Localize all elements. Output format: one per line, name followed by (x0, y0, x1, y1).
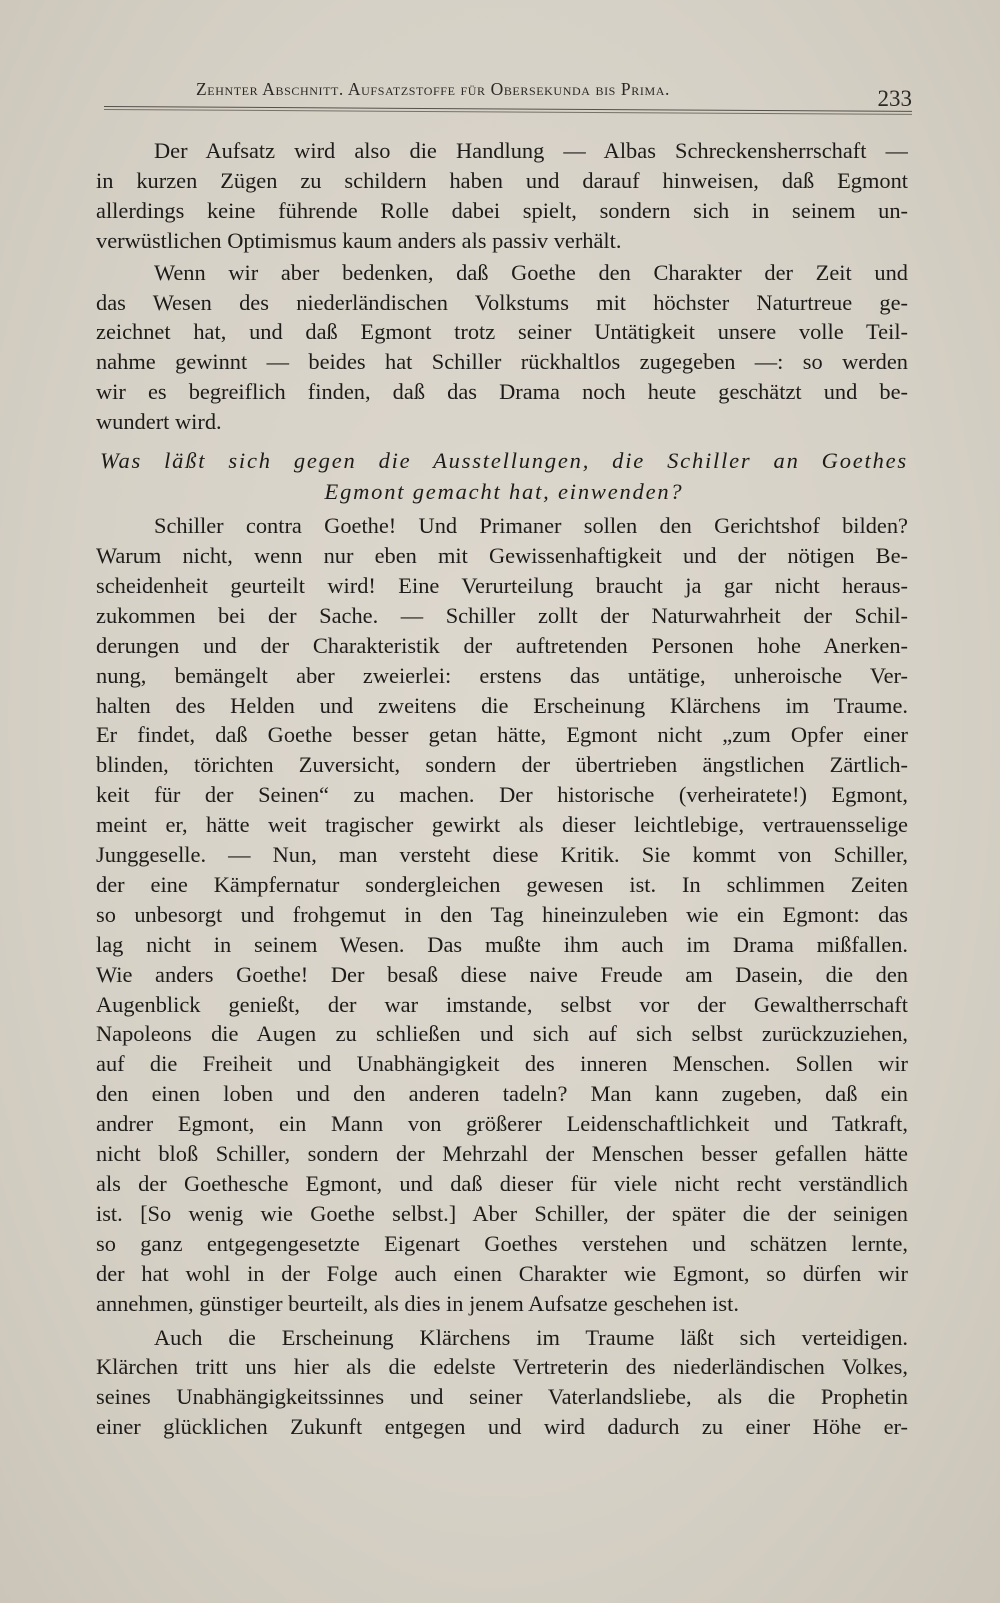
text-line: in kurzen Zügen zu schildern haben und darauf hinweisen, daß Egmont (96, 167, 908, 193)
text-line: einer glücklichen Zukunft entgegen und wird dadurch zu einer Höhe er- (96, 1414, 908, 1440)
text-line: Der Aufsatz wird also die Handlung — Albas Schreckensherrschaft — (154, 138, 908, 163)
text-line: nung, bemängelt aber zweierlei: erstens das untätige, unheroische Ver- (96, 662, 908, 688)
text-line: seines Unabhängigkeitssinnes und seiner Vaterlandsliebe, als die Prophetin (96, 1384, 908, 1410)
text-line: Auch die Erscheinung Klärchens im Traume läßt sich verteidigen. (154, 1324, 908, 1350)
text-line: zukommen bei der Sache. — Schiller zollt der Naturwahrheit der Schil- (96, 602, 908, 628)
text-line: nahme gewinnt — beides hat Schiller rückhaltlos zugegeben —: so werden (96, 349, 908, 375)
text-line: meint er, hätte weit tragischer gewirkt als dieser leichtlebige, vertrauensselige (96, 812, 908, 838)
text-line: das Wesen des niederländischen Volkstums mit höchster Naturtreue ge- (96, 289, 908, 315)
text-line: nicht bloß Schiller, sondern der Mehrzahl der Menschen besser gefallen hätte (96, 1141, 908, 1167)
paragraph-klaerchen (96, 1323, 908, 1443)
text-line: Schiller contra Goethe! Und Primaner sollen den Gerichtshof bilden? (154, 513, 908, 539)
running-head (100, 76, 920, 116)
text-line: Augenblick genießt, der war imstande, selbst vor der Gewaltherrschaft (96, 991, 908, 1017)
text-line: wundert wird. (96, 409, 222, 435)
text-line: Klärchen tritt uns hier als die edelste Vertreterin des niederländischen Volkes, (96, 1354, 908, 1380)
text-line: der hat wohl in der Folge auch einen Charakter wie Egmont, so dürfen wir (96, 1260, 908, 1286)
text-line: keit für der Seinen“ zu machen. Der historische (verheiratete!) Egmont, (96, 782, 908, 808)
page-body (96, 136, 908, 1442)
text-line: Warum nicht, wenn nur eben mit Gewissenhaftigkeit und der nötigen Be- (96, 542, 908, 568)
essay-question-heading (100, 445, 908, 507)
text-line: blinden, törichten Zuversicht, sondern der übertrieben ängstlichen Zärtlich- (96, 752, 908, 778)
text-line: Wie anders Goethe! Der besaß diese naive Freude am Dasein, die den (96, 961, 908, 987)
text-line: verwüstlichen Optimismus kaum anders als passiv verhält. (96, 227, 622, 253)
text-line: derungen und der Charakteristik der auftretenden Personen hohe Anerken- (96, 632, 908, 658)
text-line: so unbesorgt und frohgemut in den Tag hineinzuleben wie ein Egmont: das (96, 901, 908, 927)
text-line: andrer Egmont, ein Mann von größerer Leidenschaftlichkeit und Tatkraft, (96, 1111, 908, 1137)
text-line: auf die Freiheit und Unabhängigkeit des inneren Menschen. Sollen wir (96, 1051, 908, 1077)
text-line: lag nicht in seinem Wesen. Das mußte ihm auch im Drama mißfallen. (96, 931, 908, 957)
text-line: zeichnet hat, und daß Egmont trotz seiner Untätigkeit unsere volle Teil- (96, 319, 908, 345)
running-head-title: Zehnter Abschnitt. Aufsatzstoffe für Obersekunda bis Prima. (196, 79, 670, 99)
paragraph-assessment (96, 258, 908, 437)
page-number: 233 (877, 86, 912, 111)
text-line: wir es begreiflich finden, daß das Drama noch heute geschätzt und be- (96, 379, 908, 405)
paragraph-intro (96, 136, 908, 256)
text-line: allerdings keine führende Rolle dabei spielt, sondern sich in seinem un- (96, 197, 908, 223)
text-line: so ganz entgegengesetzte Eigenart Goethes verstehen und schätzen lernte, (96, 1230, 908, 1256)
text-line: der eine Kämpfernatur sondergleichen gewesen ist. In schlimmen Zeiten (96, 871, 908, 897)
text-line: Er findet, daß Goethe besser getan hätte, Egmont nicht „zum Opfer einer (96, 722, 908, 748)
text-line: den einen loben und den anderen tadeln? Man kann zugeben, daß ein (96, 1081, 908, 1107)
text-line: annehmen, günstiger beurteilt, als dies in jenem Aufsatze geschehen ist. (96, 1290, 739, 1316)
question-line: Was läßt sich gegen die Ausstellungen, die Schiller an Goethes (100, 448, 908, 474)
text-line: Napoleons die Augen zu schließen und sich auf sich selbst zurückzuziehen, (96, 1021, 908, 1047)
text-line: Wenn wir aber bedenken, daß Goethe den Charakter der Zeit und (154, 259, 908, 285)
text-line: scheidenheit geurteilt wird! Eine Verurteilung braucht ja gar nicht heraus- (96, 572, 908, 598)
text-line: als der Goethesche Egmont, und daß dieser für viele nicht recht verständlich (96, 1171, 908, 1196)
question-line: Egmont gemacht hat, einwenden? (324, 479, 684, 505)
text-line: Junggeselle. — Nun, man versteht diese Kritik. Sie kommt von Schiller, (96, 842, 908, 868)
paragraph-discussion (96, 511, 908, 1318)
text-line: ist. [So wenig wie Goethe selbst.] Aber Schiller, der später die der seinigen (96, 1200, 908, 1226)
text-line: halten des Helden und zweitens die Erscheinung Klärchens im Traume. (96, 692, 908, 718)
